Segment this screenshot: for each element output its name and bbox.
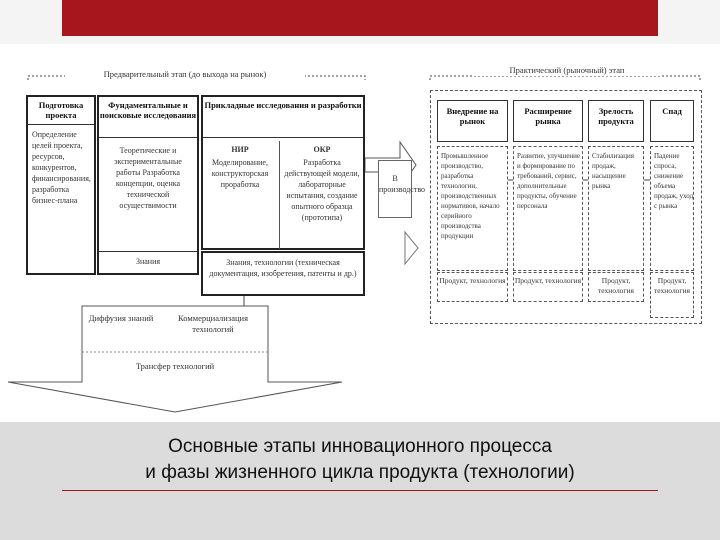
fundamental-bottom: Знания: [135, 257, 161, 266]
practical-1-header: Внедрение на рынок: [446, 106, 499, 126]
practical-4-body: Падение спроса, снижение объема продаж, уход с рынка: [654, 152, 694, 210]
prep-header: Подготовка проекта: [38, 100, 84, 120]
caption-underline: [62, 490, 658, 491]
diffusion-label: Диффузия знаний: [88, 313, 154, 323]
practical-3-body: Стабилизация продаж, насыщение рынка: [592, 152, 634, 190]
production-box: [378, 160, 426, 218]
okr-title: ОКР: [313, 145, 331, 154]
practical-1-header-box: [437, 100, 508, 142]
applied-bottom-box: [201, 251, 365, 296]
niir-title: НИР: [231, 145, 249, 154]
practical-1-body: Промышленное производство, разработка технологии, производственных нормативов, начало серийного производства продукции: [441, 152, 500, 240]
practical-1-bottom: Продукт, технология: [439, 276, 506, 285]
practical-4-body-box: [650, 146, 694, 271]
practical-3-bottom-box: [588, 272, 644, 302]
practical-3-bottom: Продукт, технология: [598, 276, 634, 295]
practical-4-bottom-box: [650, 272, 694, 318]
production-label: В производство: [379, 174, 426, 194]
practical-2-header-box: [513, 100, 583, 142]
practical-2-body: Развитие, улучшение и формирование по требований, сервис, дополнительные продукты, обучение персонала: [517, 152, 581, 210]
practical-3-header: Зрелость продукта: [598, 106, 634, 126]
fundamental-box: [97, 95, 199, 275]
stage-pre-label: Предварительный этап (до выхода на рынок): [65, 70, 305, 80]
transfer-label: Трансфер технологий: [135, 361, 215, 371]
fundamental-body: Теоретические и экспериментальные работы Разработка концепции, оценка технической осуществимости: [114, 146, 182, 210]
practical-1-bottom-box: [437, 272, 508, 302]
practical-3-body-box: [588, 146, 644, 271]
prep-box: [26, 95, 96, 275]
applied-box: [201, 95, 365, 250]
fundamental-header: Фундаментальные и поисковые исследования: [99, 100, 197, 120]
applied-bottom: Знания, технологии (техническая документация, изобретения, патенты и др.): [209, 258, 357, 278]
practical-2-header: Расширение рынка: [524, 106, 572, 126]
practical-1-body-box: [437, 146, 508, 271]
caption-line-2: и фазы жизненного цикла продукта (технологии): [145, 462, 575, 483]
practical-4-header-box: [650, 100, 694, 142]
practical-3-header-box: [588, 100, 644, 142]
practical-2-bottom-box: [513, 272, 583, 302]
prep-body: Определение целей проекта, ресурсов, конкурентов, финансирования, разработка бизнес-плана: [32, 130, 91, 205]
practical-2-body-box: [513, 146, 583, 271]
caption-line-1: Основные этапы инновационного процесса: [168, 436, 552, 457]
practical-2-bottom: Продукт, технология: [514, 276, 582, 285]
commercialization-label: Коммерциализация технологий: [178, 313, 248, 334]
practical-4-bottom: Продукт, технология: [654, 276, 690, 295]
practical-4-header: Спад: [662, 106, 682, 116]
okr-body: Разработка действующей модели, лабораторные испытания, создание опытного образца (прототипа): [284, 158, 360, 222]
stage-practical-label: Практический (рыночный) этап: [472, 66, 662, 76]
applied-header: Прикладные исследования и разработки: [204, 100, 362, 110]
niir-body: Моделирование, конструкторская проработка: [211, 158, 269, 189]
